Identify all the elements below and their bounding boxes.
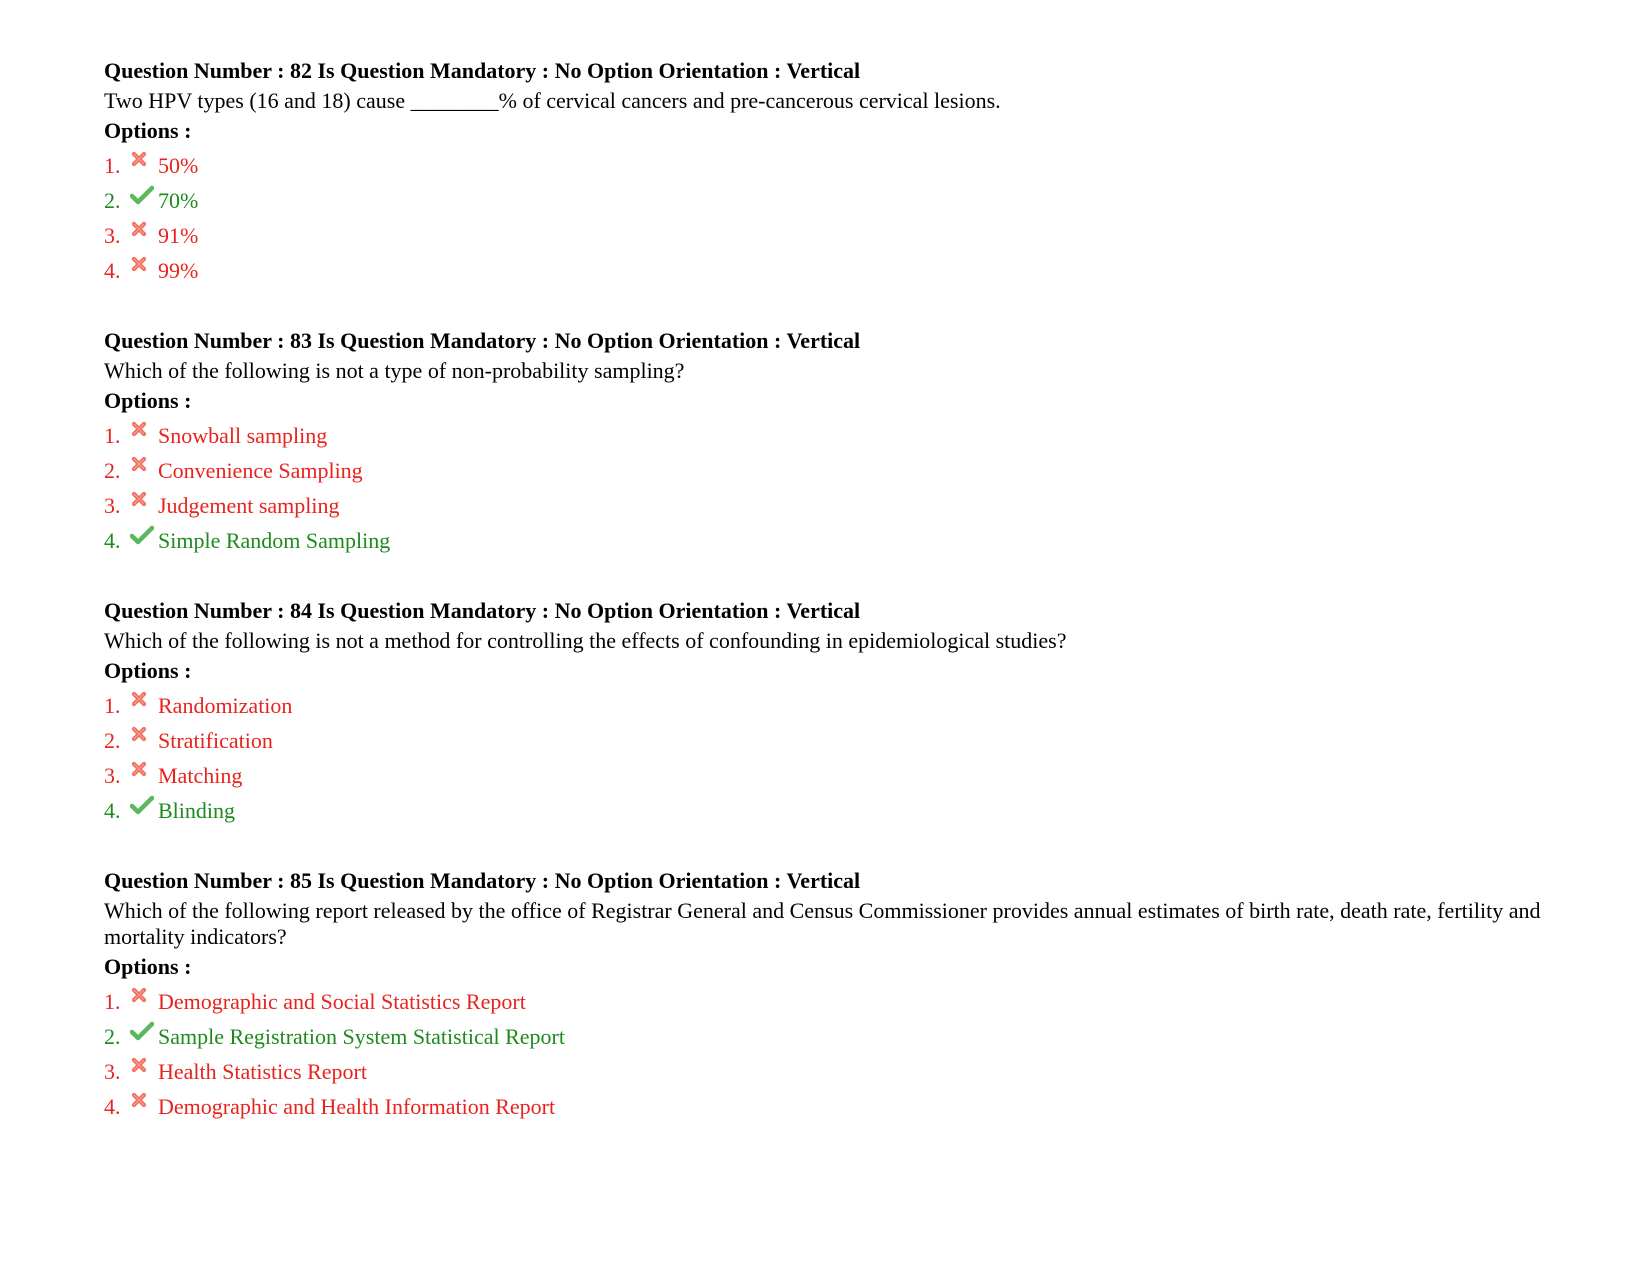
option-2 [104, 1019, 1544, 1054]
option-label: Health Statistics Report [158, 1059, 367, 1084]
option-label: Randomization [158, 693, 293, 718]
option-number: 3. [104, 493, 121, 518]
question-text: Which of the following is not a type of non-probability sampling? [104, 358, 685, 383]
option-4 [104, 793, 1544, 828]
option-3 [104, 1054, 1544, 1089]
cross-icon [130, 760, 150, 780]
option-label: 50% [158, 153, 199, 178]
option-number: 2. [104, 188, 121, 213]
option-1 [104, 984, 1544, 1019]
option-2 [104, 183, 1544, 218]
question-text: Which of the following report released by the office of Registrar General and Census Commissioner provides annual estimates of birth rate, death rate, fertility and mortality indicators? [104, 898, 1541, 949]
option-number: 1. [104, 423, 121, 448]
option-number: 3. [104, 223, 121, 248]
cross-icon [130, 490, 150, 510]
options-label: Options : [104, 118, 192, 143]
option-label: Snowball sampling [158, 423, 328, 448]
cross-icon [130, 455, 150, 475]
question-header: Question Number : 82 Is Question Mandatory : No Option Orientation : Vertical [104, 58, 861, 83]
option-number: 2. [104, 1024, 121, 1049]
options-label: Options : [104, 954, 192, 979]
cross-icon [130, 690, 150, 710]
option-number: 1. [104, 989, 121, 1014]
cross-icon [130, 220, 150, 240]
cross-icon [130, 1091, 150, 1111]
option-number: 2. [104, 458, 121, 483]
option-label: Convenience Sampling [158, 458, 363, 483]
question-text: Two HPV types (16 and 18) cause ________% of cervical cancers and pre-cancerous cervical lesions. [104, 88, 1001, 113]
question-header: Question Number : 84 Is Question Mandatory : No Option Orientation : Vertical [104, 598, 861, 623]
option-3 [104, 218, 1544, 253]
check-icon [130, 185, 150, 205]
option-1 [104, 418, 1544, 453]
question-82 [104, 56, 1544, 288]
option-label: 70% [158, 188, 199, 213]
option-label: Judgement sampling [158, 493, 340, 518]
option-list [104, 148, 1544, 288]
question-85 [104, 866, 1544, 1124]
option-number: 4. [104, 528, 121, 553]
option-number: 1. [104, 693, 121, 718]
option-list [104, 984, 1544, 1124]
cross-icon [130, 986, 150, 1006]
option-number: 2. [104, 728, 121, 753]
question-header: Question Number : 83 Is Question Mandatory : No Option Orientation : Vertical [104, 328, 861, 353]
option-list [104, 418, 1544, 558]
option-number: 4. [104, 798, 121, 823]
option-1 [104, 148, 1544, 183]
option-label: Blinding [158, 798, 236, 823]
check-icon [130, 1021, 150, 1041]
option-number: 1. [104, 153, 121, 178]
option-4 [104, 1089, 1544, 1124]
option-label: Demographic and Social Statistics Report [158, 989, 526, 1014]
option-label: 91% [158, 223, 199, 248]
question-84 [104, 596, 1544, 828]
question-paper [104, 56, 1544, 1162]
cross-icon [130, 725, 150, 745]
option-number: 3. [104, 1059, 121, 1084]
option-number: 4. [104, 1094, 121, 1119]
option-4 [104, 253, 1544, 288]
cross-icon [130, 420, 150, 440]
option-list [104, 688, 1544, 828]
option-label: Simple Random Sampling [158, 528, 391, 553]
option-3 [104, 488, 1544, 523]
option-2 [104, 453, 1544, 488]
question-83 [104, 326, 1544, 558]
check-icon [130, 525, 150, 545]
option-2 [104, 723, 1544, 758]
option-3 [104, 758, 1544, 793]
question-header: Question Number : 85 Is Question Mandatory : No Option Orientation : Vertical [104, 868, 861, 893]
option-1 [104, 688, 1544, 723]
option-label: Demographic and Health Information Report [158, 1094, 556, 1119]
option-label: Sample Registration System Statistical Report [158, 1024, 565, 1049]
options-label: Options : [104, 658, 192, 683]
cross-icon [130, 150, 150, 170]
cross-icon [130, 1056, 150, 1076]
option-number: 3. [104, 763, 121, 788]
cross-icon [130, 255, 150, 275]
option-label: Stratification [158, 728, 273, 753]
check-icon [130, 795, 150, 815]
option-label: 99% [158, 258, 199, 283]
option-label: Matching [158, 763, 243, 788]
question-text: Which of the following is not a method for controlling the effects of confounding in epidemiological studies? [104, 628, 1067, 653]
option-4 [104, 523, 1544, 558]
option-number: 4. [104, 258, 121, 283]
options-label: Options : [104, 388, 192, 413]
